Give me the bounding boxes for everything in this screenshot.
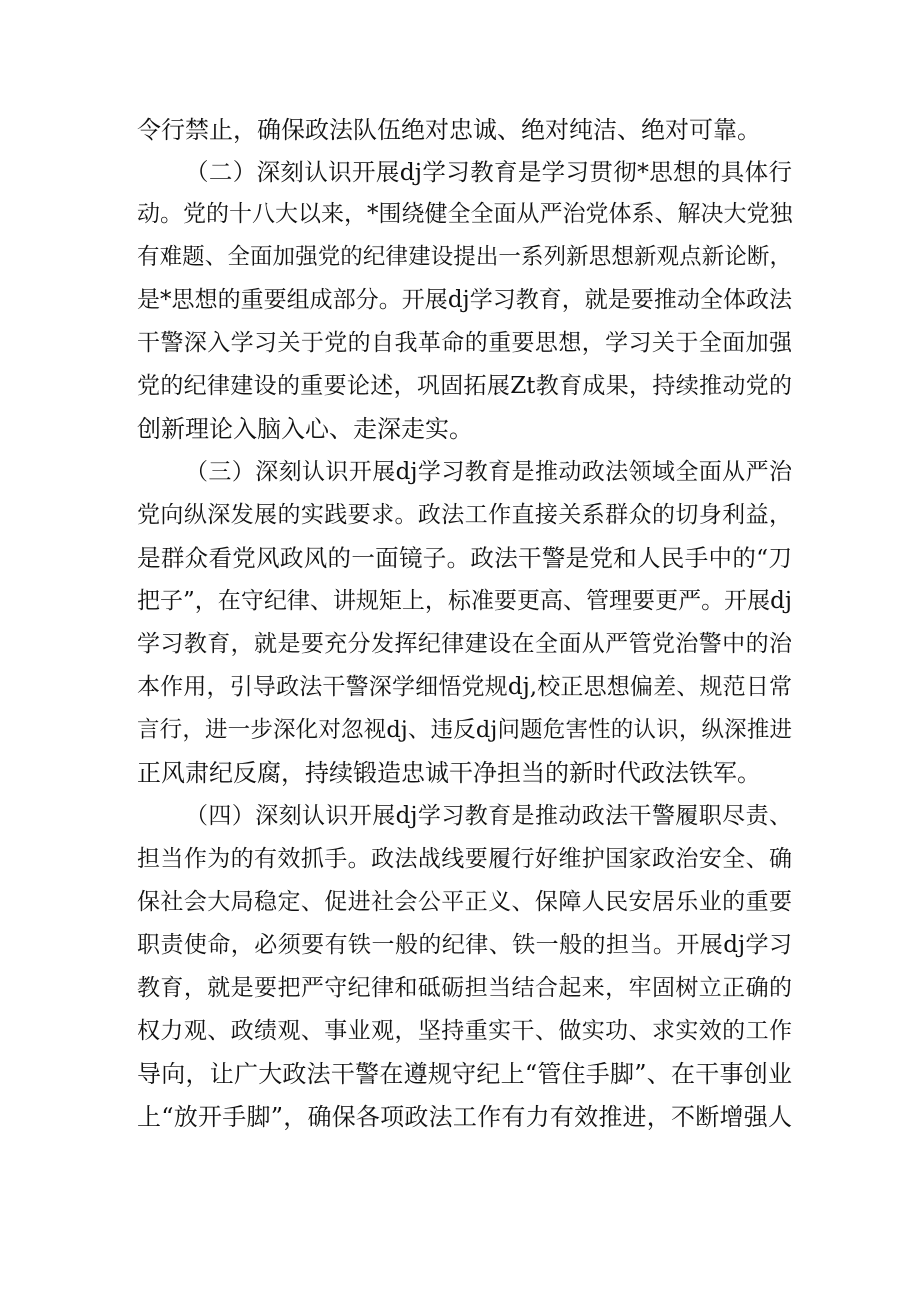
text-line: 党的纪律建设的重要论述，巩固拓展Zt教育成果，持续推动党的 [137, 373, 792, 399]
text-line: 正风肃纪反腐，持续锻造忠诚干净担当的新时代政法铁军。 [137, 759, 761, 787]
text-line: 是*思想的重要组成部分。开展dj学习教育，就是要推动全体政法 [137, 287, 792, 313]
text-line: 职责使命，必须要有铁一般的纪律、铁一般的担当。开展dj学习 [137, 932, 792, 958]
text-line: 干警深入学习关于党的自我革命的重要思想，学习关于全面加强 [137, 330, 792, 356]
text-line: 导向，让广大政法干警在遵规守纪上“管住手脚”、在干事创业 [137, 1060, 792, 1088]
text-line: 动。党的十八大以来，*围绕健全全面从严治党体系、解决大党独 [137, 201, 792, 227]
text-line: 有难题、全面加强党的纪律建设提出一系列新思想新观点新论断， [137, 244, 792, 270]
text-line: 创新理论入脑入心、走深走实。 [137, 415, 473, 443]
text-line: 权力观、政绩观、事业观，坚持重实干、做实功、求实效的工作 [137, 1018, 792, 1044]
text-line: 学习教育，就是要充分发挥纪律建设在全面从严管党治警中的治 [137, 631, 792, 657]
text-line: 把子”，在守纪律、讲规矩上，标准要更高、管理要更严。开展dj [137, 588, 792, 614]
text-line: 言行，进一步深化对忽视dj、违反dj问题危害性的认识，纵深推进 [137, 717, 792, 743]
text-line: （三）深刻认识开展dj学习教育是推动政法领域全面从严治 [185, 459, 792, 485]
text-line: （二）深刻认识开展dj学习教育是学习贯彻*思想的具体行 [185, 158, 792, 186]
text-line: 教育，就是要把严守纪律和砥砺担当结合起来，牢固树立正确的 [137, 975, 792, 1001]
text-line: 令行禁止，确保政法队伍绝对忠诚、绝对纯洁、绝对可靠。 [137, 116, 761, 144]
text-line: （四）深刻认识开展dj学习教育是推动政法干警履职尽责、 [185, 803, 792, 829]
text-line: 本作用，引导政法干警深学细悟党规dj,校正思想偏差、规范日常 [137, 674, 792, 700]
text-line: 保社会大局稳定、促进社会公平正义、保障人民安居乐业的重要 [137, 889, 792, 915]
text-line: 担当作为的有效抓手。政法战线要履行好维护国家政治安全、确 [137, 846, 792, 872]
text-line: 党向纵深发展的实践要求。政法工作直接关系群众的切身利益， [137, 502, 792, 528]
text-line: 上“放开手脚”，确保各项政法工作有力有效推进，不断增强人 [137, 1103, 792, 1131]
text-line: 是群众看党风政风的一面镜子。政法干警是党和人民手中的“刀 [137, 544, 792, 572]
